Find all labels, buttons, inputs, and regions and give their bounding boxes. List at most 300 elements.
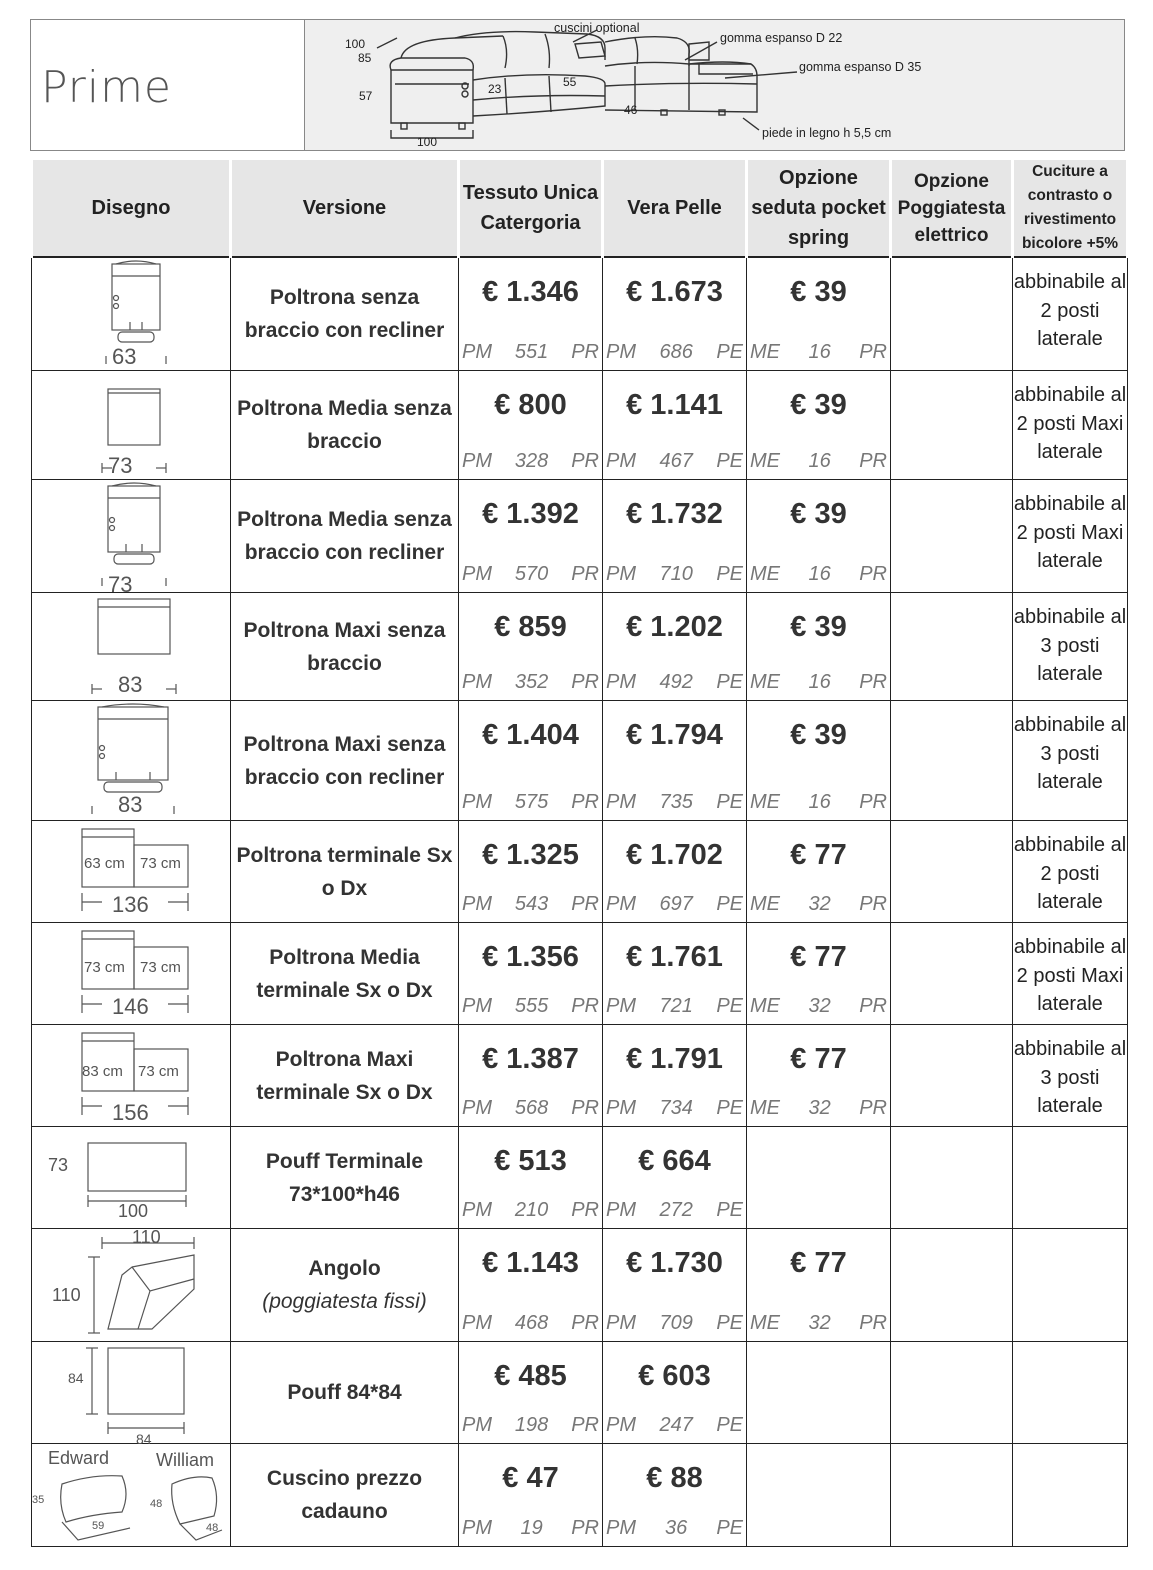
cell-version — [231, 821, 459, 923]
pelle-code-prefix: PM — [606, 1414, 636, 1436]
pelle-price: € 603 — [638, 1360, 711, 1392]
pocket-price-box — [747, 701, 890, 820]
cell-tessuto — [459, 701, 603, 821]
table-row — [32, 257, 1128, 371]
cell-tessuto — [459, 480, 603, 593]
drawing-dimension-label: 48 — [150, 1498, 163, 1510]
cell-cuciture — [1013, 1127, 1128, 1229]
product-drawing-box — [32, 480, 230, 597]
tessuto-price-box — [459, 701, 602, 820]
cell-pocket — [747, 821, 891, 923]
cell-version — [231, 480, 459, 593]
version-name: Poltrona Maxi senza braccio con recliner — [243, 732, 446, 789]
pelle-codes — [606, 671, 743, 694]
product-drawing-box — [32, 701, 230, 820]
tessuto-code-value: 468 — [514, 1312, 549, 1334]
table-row — [32, 1025, 1128, 1127]
tessuto-code-value: 555 — [514, 995, 549, 1017]
pocket-price-box — [747, 480, 890, 592]
pelle-price-box — [603, 371, 746, 479]
dim-57: 57 — [359, 89, 373, 103]
cell-poggiatesta — [891, 480, 1013, 593]
cell-version — [231, 923, 459, 1025]
pelle-code-value: 710 — [659, 563, 693, 585]
table-row — [32, 480, 1128, 593]
drawing-dimension-label: Edward — [48, 1448, 110, 1468]
pocket-code-value: 16 — [808, 450, 831, 472]
brand-cell — [31, 20, 305, 150]
product-drawing-box — [32, 923, 230, 1024]
version-box — [231, 480, 458, 592]
pelle-code-suffix: PE — [716, 1312, 743, 1334]
tessuto-price: € 1.346 — [482, 276, 579, 308]
drawing-dimension-label: 73 cm — [140, 959, 181, 976]
pelle-codes — [606, 563, 743, 586]
cell-cuciture — [1013, 923, 1128, 1025]
cell-pocket — [747, 1025, 891, 1127]
pelle-codes — [606, 1097, 743, 1120]
pelle-price-box — [603, 593, 746, 700]
tessuto-code-prefix: PM — [462, 995, 492, 1017]
pelle-price-box — [603, 923, 746, 1024]
col-pocket: Opzione seduta pocket spring — [747, 160, 891, 257]
tessuto-codes — [462, 995, 599, 1018]
pelle-code-value: 272 — [659, 1199, 693, 1221]
pelle-price: € 1.730 — [626, 1247, 723, 1279]
tessuto-code-prefix: PM — [462, 341, 492, 363]
version-box — [231, 371, 458, 479]
cell-version — [231, 1127, 459, 1229]
pelle-code-value: 686 — [659, 341, 693, 363]
cell-cuciture — [1013, 701, 1128, 821]
pelle-code-value: 721 — [659, 995, 693, 1017]
version-box — [231, 1127, 458, 1228]
pelle-code-prefix: PM — [606, 995, 636, 1017]
pocket-codes — [750, 450, 887, 473]
version-box — [231, 701, 458, 820]
pocket-price: € 39 — [790, 498, 847, 530]
col-disegno: Disegno — [32, 160, 231, 257]
cell-drawing — [32, 593, 231, 701]
pelle-price: € 1.791 — [626, 1043, 723, 1075]
tessuto-codes — [462, 1414, 599, 1437]
cell-tessuto — [459, 1444, 603, 1547]
tessuto-price-box — [459, 923, 602, 1024]
pocket-codes — [750, 791, 887, 814]
cell-pelle — [603, 923, 747, 1025]
table-row — [32, 701, 1128, 821]
tessuto-code-value: 575 — [514, 791, 549, 813]
cell-pelle — [603, 1342, 747, 1444]
cell-drawing — [32, 1025, 231, 1127]
pelle-codes — [606, 791, 743, 814]
tessuto-code-prefix: PM — [462, 1312, 492, 1334]
product-drawing-box — [32, 1229, 230, 1341]
table-header-row — [32, 160, 1128, 257]
pelle-price-box — [603, 1025, 746, 1126]
tessuto-codes — [462, 1097, 599, 1120]
tessuto-code-suffix: PR — [571, 1097, 599, 1119]
pelle-code-prefix: PM — [606, 1517, 636, 1539]
pelle-price-box — [603, 821, 746, 922]
cell-drawing — [32, 257, 231, 371]
drawing-dimension-label: 100 — [118, 1201, 149, 1221]
tessuto-code-suffix: PR — [571, 563, 599, 585]
cell-poggiatesta — [891, 1444, 1013, 1547]
table-row — [32, 593, 1128, 701]
tessuto-code-value: 210 — [514, 1199, 549, 1221]
cell-cuciture — [1013, 1444, 1128, 1547]
pocket-code-suffix: PR — [859, 450, 887, 472]
tessuto-code-prefix: PM — [462, 791, 492, 813]
product-drawing-box — [32, 1342, 230, 1447]
pocket-code-suffix: PR — [859, 893, 887, 915]
label-cuscini: cuscini optional — [554, 21, 640, 35]
cell-cuciture — [1013, 1342, 1128, 1444]
pelle-code-suffix: PE — [716, 995, 743, 1017]
pocket-price: € 77 — [790, 941, 847, 973]
version-note: (poggiatesta fissi) — [262, 1290, 427, 1313]
pelle-price-box — [603, 480, 746, 592]
cell-version — [231, 1229, 459, 1342]
pelle-price-box — [603, 1342, 746, 1443]
pelle-code-suffix: PE — [716, 450, 743, 472]
pocket-code-suffix: PR — [859, 791, 887, 813]
tessuto-code-suffix: PR — [571, 1414, 599, 1436]
pelle-code-suffix: PE — [716, 1097, 743, 1119]
drawing-dimension-label: William — [156, 1450, 214, 1470]
pocket-code-value: 32 — [808, 1097, 831, 1119]
tessuto-code-suffix: PR — [571, 1312, 599, 1334]
pelle-code-suffix: PE — [716, 1199, 743, 1221]
pelle-codes — [606, 341, 743, 364]
pelle-price-box — [603, 1127, 746, 1228]
table-row — [32, 1342, 1128, 1444]
drawing-dimension-label: 110 — [132, 1227, 161, 1247]
tessuto-price-box — [459, 1025, 602, 1126]
pocket-code-prefix: ME — [750, 671, 780, 693]
drawing-dimension-label: 63 — [112, 344, 137, 369]
cell-poggiatesta — [891, 257, 1013, 371]
pocket-code-suffix: PR — [859, 995, 887, 1017]
pelle-code-value: 734 — [659, 1097, 693, 1119]
tessuto-code-suffix: PR — [571, 341, 599, 363]
pocket-code-suffix: PR — [859, 1312, 887, 1334]
pocket-code-suffix: PR — [859, 563, 887, 585]
version-box — [231, 258, 458, 370]
tessuto-price: € 1.392 — [482, 498, 579, 530]
pelle-price: € 1.761 — [626, 941, 723, 973]
drawing-dimension-label: 83 — [118, 672, 143, 697]
pocket-code-prefix: ME — [750, 791, 780, 813]
tessuto-code-value: 543 — [514, 893, 549, 915]
cell-drawing — [32, 1444, 231, 1547]
tessuto-price-box — [459, 371, 602, 479]
drawing-dimension-label: 83 — [118, 792, 143, 817]
drawing-dimension-label: 48 — [206, 1522, 219, 1534]
version-name: Pouff Terminale 73*100*h46 — [265, 1149, 424, 1206]
pocket-price-box — [747, 923, 890, 1024]
tessuto-code-suffix: PR — [571, 450, 599, 472]
tessuto-price-box — [459, 480, 602, 592]
cell-pocket-empty — [747, 1444, 891, 1547]
pelle-code-suffix: PE — [716, 791, 743, 813]
pelle-code-prefix: PM — [606, 1097, 636, 1119]
tessuto-price-box — [459, 258, 602, 370]
label-gomma-35: gomma espanso D 35 — [799, 60, 922, 74]
drawing-dimension-label: 35 — [32, 1494, 45, 1506]
version-name: Poltrona Media senza braccio — [237, 397, 452, 453]
pelle-price-box — [603, 1229, 746, 1341]
tessuto-code-suffix: PR — [571, 1517, 599, 1539]
tessuto-price-box — [459, 1342, 602, 1443]
dim-23: 23 — [488, 82, 502, 96]
pocket-code-prefix: ME — [750, 450, 780, 472]
pocket-code-prefix: ME — [750, 893, 780, 915]
pelle-code-suffix: PE — [716, 341, 743, 363]
cell-pelle — [603, 1229, 747, 1342]
pocket-price: € 77 — [790, 1247, 847, 1279]
pelle-price: € 1.202 — [626, 611, 723, 643]
tessuto-code-value: 570 — [514, 563, 549, 585]
pocket-price: € 39 — [790, 719, 847, 751]
col-pelle: Vera Pelle — [603, 160, 747, 257]
dim-46: 46 — [624, 103, 638, 117]
pelle-code-value: 735 — [659, 791, 693, 813]
version-box — [231, 1444, 458, 1546]
cell-version — [231, 1025, 459, 1127]
version-box — [231, 923, 458, 1024]
pocket-code-value: 32 — [808, 893, 831, 915]
cell-drawing — [32, 1127, 231, 1229]
cell-drawing — [32, 701, 231, 821]
cell-poggiatesta — [891, 821, 1013, 923]
tessuto-code-prefix: PM — [462, 1097, 492, 1119]
cell-cuciture — [1013, 1229, 1128, 1342]
table-row — [32, 1127, 1128, 1229]
tessuto-price-box — [459, 821, 602, 922]
pocket-codes — [750, 995, 887, 1018]
version-box — [231, 821, 458, 922]
pocket-code-value: 16 — [808, 341, 831, 363]
product-drawing-box — [32, 1025, 230, 1126]
combination-note — [1013, 1444, 1127, 1454]
version-name: Poltrona Maxi terminale Sx o Dx — [256, 1047, 433, 1104]
label-piede: piede in legno h 5,5 cm — [762, 126, 892, 140]
tessuto-price: € 1.387 — [482, 1043, 579, 1075]
combination-note — [1013, 1229, 1127, 1239]
product-drawing-box — [32, 258, 230, 370]
pocket-code-prefix: ME — [750, 341, 780, 363]
tessuto-codes — [462, 563, 599, 586]
col-cuciture: Cuciture a contrasto o rivestimento bicolore +5% — [1013, 160, 1128, 257]
pocket-code-suffix: PR — [859, 1097, 887, 1119]
dim-85: 85 — [358, 51, 372, 65]
cell-cuciture — [1013, 821, 1128, 923]
pelle-codes — [606, 450, 743, 473]
table-row — [32, 1229, 1128, 1342]
cell-tessuto — [459, 1342, 603, 1444]
pocket-codes — [750, 671, 887, 694]
drawing-dimension-label: 63 cm — [84, 855, 125, 872]
version-name: Poltrona senza braccio con recliner — [244, 286, 445, 342]
pocket-codes — [750, 563, 887, 586]
cell-poggiatesta — [891, 371, 1013, 480]
pocket-code-prefix: ME — [750, 1097, 780, 1119]
drawing-dimension-label: 146 — [112, 994, 149, 1019]
version-box — [231, 593, 458, 700]
cell-pocket — [747, 257, 891, 371]
pocket-price: € 39 — [790, 276, 847, 308]
drawing-dimension-label: 73 — [108, 453, 133, 478]
version-name: Cuscino prezzo cadauno — [266, 1467, 423, 1523]
pocket-codes — [750, 893, 887, 916]
cell-tessuto — [459, 1025, 603, 1127]
product-drawing — [32, 1342, 231, 1443]
tessuto-codes — [462, 671, 599, 694]
tessuto-code-suffix: PR — [571, 893, 599, 915]
header-box — [30, 19, 1125, 151]
combination-note — [1013, 1127, 1127, 1137]
drawing-dimension-label: 73 cm — [84, 959, 125, 976]
combination-note: abbinabile al 2 posti laterale — [1013, 834, 1127, 913]
version-name: Poltrona terminale Sx o Dx — [236, 843, 453, 900]
cell-tessuto — [459, 257, 603, 371]
pelle-price: € 1.794 — [626, 719, 723, 751]
cell-poggiatesta — [891, 701, 1013, 821]
pocket-price-box — [747, 1025, 890, 1126]
pocket-code-prefix: ME — [750, 1312, 780, 1334]
combination-note: abbinabile al 2 posti laterale — [1013, 271, 1127, 350]
tessuto-code-value: 568 — [514, 1097, 549, 1119]
product-drawing-box — [32, 371, 230, 479]
tessuto-codes — [462, 1312, 599, 1335]
tessuto-price: € 47 — [502, 1462, 559, 1494]
cell-cuciture — [1013, 480, 1128, 593]
cell-poggiatesta — [891, 923, 1013, 1025]
cell-pocket — [747, 593, 891, 701]
cell-pelle — [603, 593, 747, 701]
pelle-codes — [606, 893, 743, 916]
cell-pocket — [747, 923, 891, 1025]
cell-version — [231, 1342, 459, 1444]
pelle-price: € 664 — [638, 1145, 711, 1177]
cell-poggiatesta — [891, 593, 1013, 701]
table-row — [32, 821, 1128, 923]
pocket-price-box — [747, 821, 890, 922]
pocket-code-value: 32 — [808, 1312, 831, 1334]
cell-pelle — [603, 821, 747, 923]
cell-pocket — [747, 1229, 891, 1342]
combination-note — [1013, 1342, 1127, 1352]
sofa-sketch — [305, 20, 1124, 150]
tessuto-price: € 1.325 — [482, 839, 579, 871]
brand-title: Prime — [41, 62, 173, 113]
pocket-code-value: 16 — [808, 671, 831, 693]
cell-cuciture — [1013, 371, 1128, 480]
pelle-code-suffix: PE — [716, 1414, 743, 1436]
pelle-code-prefix: PM — [606, 671, 636, 693]
drawing-dimension-label: 73 cm — [140, 855, 181, 872]
cell-pocket — [747, 480, 891, 593]
tessuto-price: € 1.356 — [482, 941, 579, 973]
table-row — [32, 371, 1128, 480]
tessuto-price: € 859 — [494, 611, 567, 643]
pocket-price: € 77 — [790, 1043, 847, 1075]
version-box — [231, 1025, 458, 1126]
version-name: Poltrona Media terminale Sx o Dx — [256, 945, 433, 1002]
tessuto-code-prefix: PM — [462, 671, 492, 693]
pelle-price-box — [603, 258, 746, 370]
pelle-code-value: 247 — [659, 1414, 693, 1436]
drawing-dimension-label: 83 cm — [82, 1063, 123, 1080]
drawing-dimension-label: 136 — [112, 892, 149, 917]
tessuto-code-value: 551 — [514, 341, 549, 363]
pelle-codes — [606, 1312, 743, 1335]
drawing-dimension-label: 73 cm — [138, 1063, 179, 1080]
combination-note: abbinabile al 2 posti Maxi laterale — [1013, 936, 1127, 1015]
cell-drawing — [32, 1342, 231, 1447]
tessuto-codes — [462, 341, 599, 364]
version-box — [231, 1342, 458, 1443]
tessuto-codes — [462, 1517, 599, 1540]
pocket-code-suffix: PR — [859, 671, 887, 693]
pocket-codes — [750, 1097, 887, 1120]
combination-note: abbinabile al 3 posti laterale — [1013, 606, 1127, 685]
tessuto-code-value: 19 — [520, 1517, 543, 1539]
pelle-codes — [606, 1517, 743, 1540]
cell-cuciture — [1013, 593, 1128, 701]
pelle-price-box — [603, 701, 746, 820]
pelle-price-box — [603, 1444, 746, 1546]
tessuto-code-prefix: PM — [462, 1199, 492, 1221]
tessuto-code-suffix: PR — [571, 1199, 599, 1221]
drawing-dimension-label: 73 — [108, 572, 133, 597]
tessuto-code-suffix: PR — [571, 995, 599, 1017]
pelle-price: € 1.141 — [626, 389, 723, 421]
tessuto-price: € 485 — [494, 1360, 567, 1392]
pelle-code-prefix: PM — [606, 450, 636, 472]
pelle-codes — [606, 1414, 743, 1437]
product-drawing-box — [32, 1444, 230, 1546]
tessuto-code-prefix: PM — [462, 1517, 492, 1539]
cell-tessuto — [459, 371, 603, 480]
col-poggiatesta: Opzione Poggiatesta elettrico — [891, 160, 1013, 257]
pocket-codes — [750, 1312, 887, 1335]
tessuto-code-value: 352 — [514, 671, 549, 693]
price-table — [30, 160, 1129, 1547]
pelle-code-value: 697 — [659, 893, 693, 915]
cell-pelle — [603, 371, 747, 480]
table-body — [32, 257, 1128, 1547]
pelle-code-value: 36 — [665, 1517, 688, 1539]
pocket-price-box — [747, 371, 890, 479]
pocket-price: € 39 — [790, 611, 847, 643]
pocket-code-value: 16 — [808, 563, 831, 585]
pelle-price: € 1.702 — [626, 839, 723, 871]
tessuto-codes — [462, 791, 599, 814]
pocket-price-box — [747, 258, 890, 370]
pelle-code-suffix: PE — [716, 671, 743, 693]
col-tessuto: Tessuto Unica Catergoria — [459, 160, 603, 257]
cell-drawing — [32, 821, 231, 923]
tessuto-price-box — [459, 1444, 602, 1546]
cell-tessuto — [459, 593, 603, 701]
cell-pelle — [603, 1444, 747, 1547]
pelle-code-prefix: PM — [606, 341, 636, 363]
pelle-code-prefix: PM — [606, 791, 636, 813]
tessuto-price: € 1.404 — [482, 719, 579, 751]
